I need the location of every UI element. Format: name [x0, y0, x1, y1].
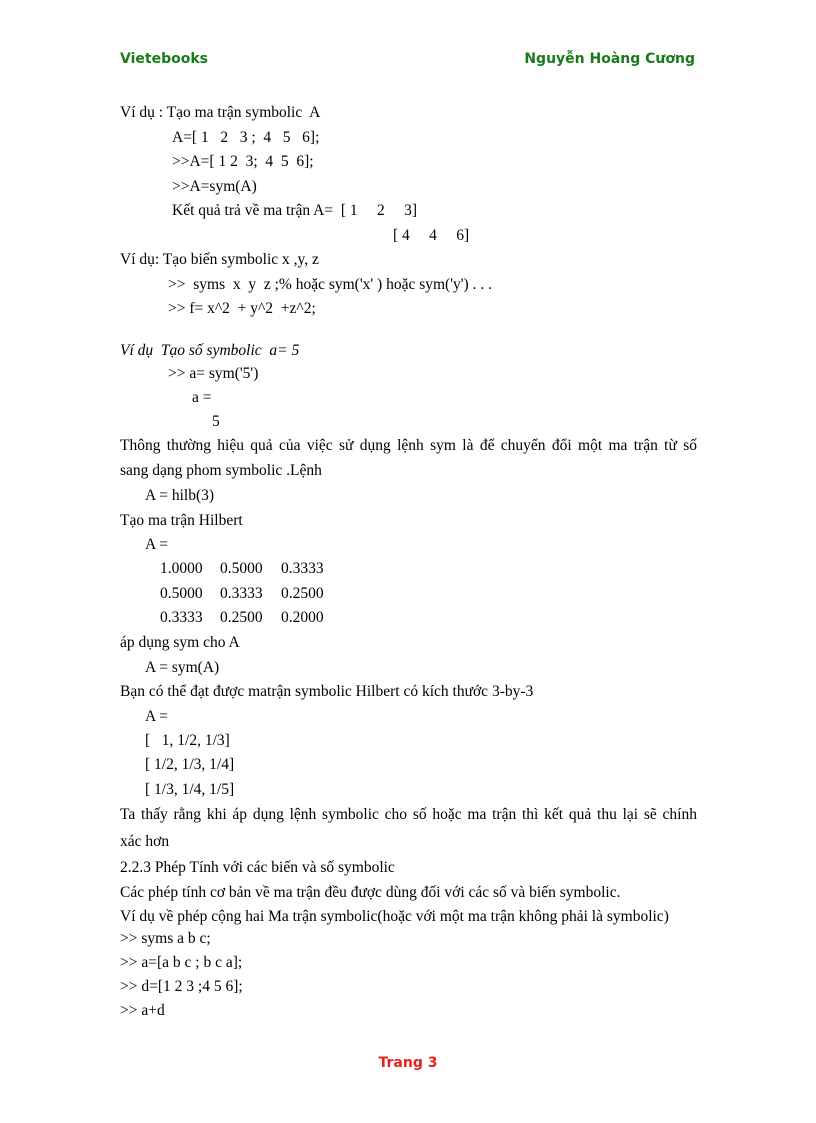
text-line: Các phép tính cơ bản về ma trận đều được dùng đối với các số và biến symbolic. — [120, 884, 621, 901]
code-line: A = — [145, 536, 168, 553]
section-heading: 2.2.3 Phép Tính với các biến và số symbolic — [120, 859, 395, 876]
matrix-row: [ 1/3, 1/4, 1/5] — [145, 781, 235, 798]
page-number: Trang 3 — [378, 1055, 438, 1071]
code-line: A=[ 1 2 3 ; 4 5 6]; — [172, 129, 320, 146]
paragraph-line: xác hơn — [120, 833, 170, 850]
code-line: a = — [192, 389, 212, 406]
paragraph-line: Thông thường hiệu quả của việc sử dụng lệnh sym là để chuyển đổi một ma trận từ số — [120, 437, 697, 454]
text-line: áp dụng sym cho A — [120, 634, 240, 651]
code-line: 5 — [212, 413, 220, 430]
code-line: A = hilb(3) — [145, 487, 215, 504]
example-heading: Ví dụ Tạo số symbolic a= 5 — [120, 342, 300, 359]
matrix-cell: 0.2500 — [220, 609, 263, 626]
matrix-cell: 0.5000 — [160, 585, 203, 602]
text-line: Ví dụ: Tạo biến symbolic x ,y, z — [120, 251, 319, 268]
matrix-row: [ 1/2, 1/3, 1/4] — [145, 756, 235, 773]
code-line: >> a=[a b c ; b c a]; — [120, 954, 243, 971]
text-line: Tạo ma trận Hilbert — [120, 512, 243, 529]
matrix-cell: 0.5000 — [220, 560, 263, 577]
matrix-cell: 0.2500 — [281, 585, 324, 602]
matrix-cell: 0.3333 — [220, 585, 263, 602]
text-line: Kết quả trả về ma trận A= [ 1 2 3] — [172, 202, 418, 219]
code-line: >>A=sym(A) — [172, 178, 257, 195]
header-left-brand: Vietebooks — [120, 51, 208, 67]
matrix-cell: 0.3333 — [281, 560, 324, 577]
code-line: >> a+d — [120, 1002, 165, 1019]
matrix-cell: 0.2000 — [281, 609, 324, 626]
code-line: >> f= x^2 + y^2 +z^2; — [168, 300, 316, 317]
matrix-row: [ 4 4 6] — [393, 227, 470, 244]
code-line: A = — [145, 708, 168, 725]
matrix-cell: 1.0000 — [160, 560, 203, 577]
matrix-cell: 0.3333 — [160, 609, 203, 626]
paragraph-line: Ta thấy rằng khi áp dụng lệnh symbolic cho số hoặc ma trận thì kết quả thu lại sẽ chính — [120, 806, 697, 823]
code-line: >> a= sym('5') — [168, 365, 259, 382]
matrix-row: [ 1, 1/2, 1/3] — [145, 732, 230, 749]
code-line: >> syms x y z ;% hoặc sym('x' ) hoặc sym('y') . . . — [168, 276, 492, 293]
text-line: Bạn có thể đạt được matrận symbolic Hilbert có kích thước 3-by-3 — [120, 683, 534, 700]
paragraph-line: sang dạng phom symbolic .Lệnh — [120, 462, 322, 479]
code-line: >> syms a b c; — [120, 930, 211, 947]
header-right-author: Nguyễn Hoàng Cương — [524, 51, 695, 67]
code-line: >> d=[1 2 3 ;4 5 6]; — [120, 978, 243, 995]
text-line: Ví dụ về phép cộng hai Ma trận symbolic(hoặc với một ma trận không phải là symbolic) — [120, 908, 669, 925]
code-line: >>A=[ 1 2 3; 4 5 6]; — [172, 153, 314, 170]
text-line: Ví dụ : Tạo ma trận symbolic A — [120, 104, 321, 121]
code-line: A = sym(A) — [145, 659, 220, 676]
